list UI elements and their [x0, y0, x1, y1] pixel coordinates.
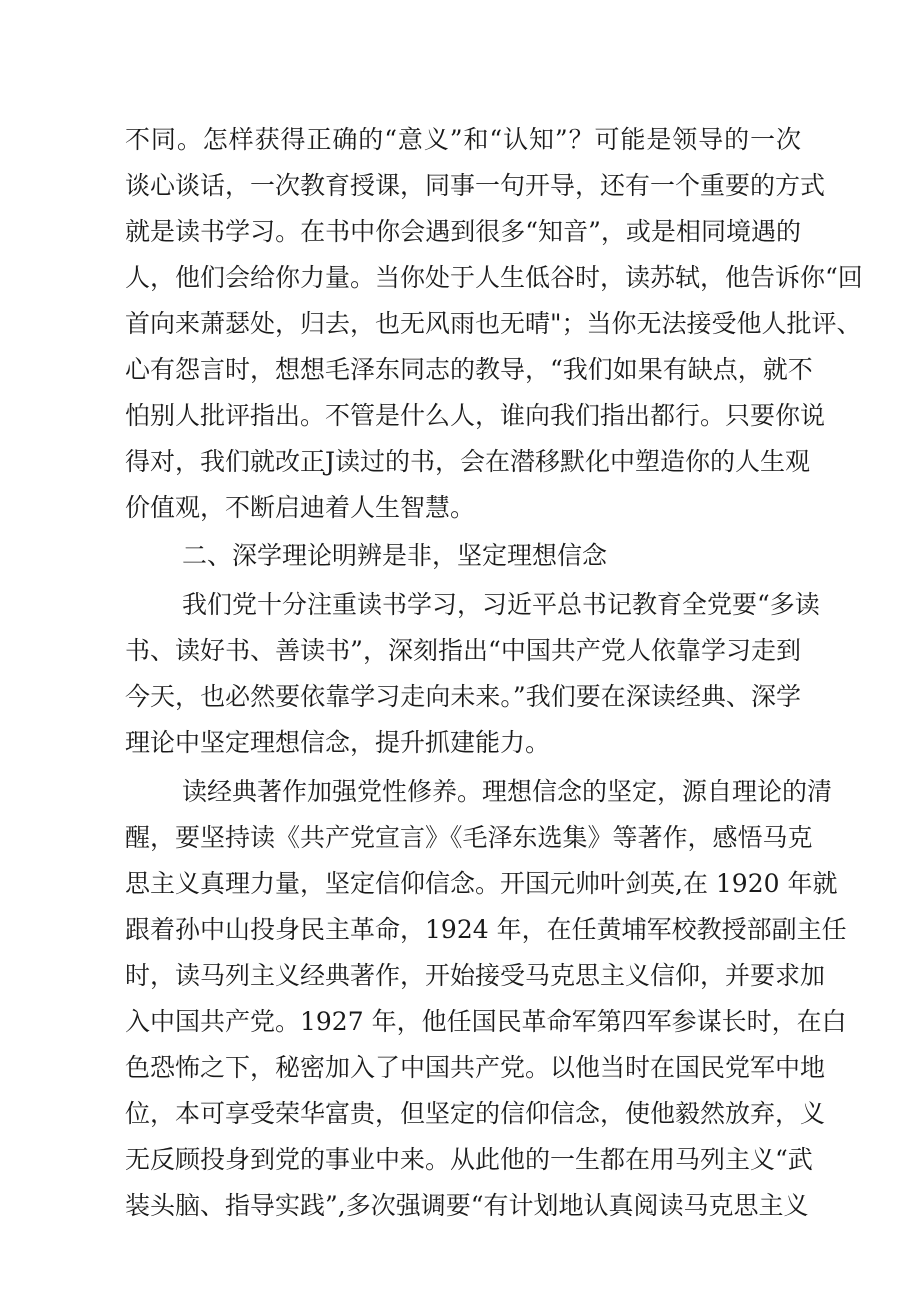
body-text-line: 时，读马列主义经典著作，开始接受马克思主义信仰，并要求加 — [125, 961, 826, 990]
body-text-line: 装头脑、指导实践”,多次强调要“有计划地认真阅读马克思主义 — [125, 1191, 809, 1220]
body-text-line: 跟着孙中山投身民主革命，1924 年，在任黄埔军校教授部副主任 — [125, 915, 847, 944]
body-text-line: 心有怨言时，想想毛泽东同志的教导，“我们如果有缺点，就不 — [125, 355, 813, 384]
body-text-line: 首向来萧瑟处，归去，也无风雨也无晴"；当你无法接受他人批评、 — [125, 309, 862, 338]
body-text-line: 谈心谈话，一次教育授课，同事一句开导，还有一个重要的方式 — [125, 171, 826, 200]
body-text-line: 价值观，不断启迪着人生智慧。 — [125, 493, 476, 522]
body-text-line: 理论中坚定理想信念，提升抓建能力。 — [125, 728, 551, 757]
body-text-line: 得对，我们就改正J读过的书，会在潜移默化中塑造你的人生观 — [125, 447, 811, 476]
body-text-line: 不同。怎样获得正确的“意义”和“认知”？可能是领导的一次 — [125, 125, 801, 154]
body-text-line: 人，他们会给你力量。当你处于人生低谷时，读苏轼，他告诉你“回 — [125, 263, 863, 292]
paragraph-first-line: 我们党十分注重读书学习，习近平总书记教育全党要“多读 — [182, 590, 820, 619]
body-text-line: 就是读书学习。在书中你会遇到很多“知音”，或是相同境遇的 — [125, 217, 801, 246]
body-text-line: 今天，也必然要依靠学习走向未来。”我们要在深读经典、深学 — [125, 682, 801, 711]
paragraph-first-line: 读经典著作加强党性修养。理想信念的坚定，源自理论的清 — [182, 777, 833, 806]
body-text-line: 入中国共产党。1927 年，他任国民革命军第四军参谋长时，在白 — [125, 1007, 847, 1036]
section-heading: 二、深学理论明辨是非，坚定理想信念 — [182, 541, 608, 570]
body-text-line: 怕别人批评指出。不管是什么人，谁向我们指出都行。只要你说 — [125, 401, 826, 430]
body-text-line: 色恐怖之下，秘密加入了中国共产党。以他当时在国民党军中地 — [125, 1053, 826, 1082]
body-text-line: 醒，要坚持读《共产党宣言》《毛泽东选集》等著作，感悟马克 — [125, 823, 813, 852]
body-text-line: 书、读好书、善读书”，深刻指出“中国共产党人依靠学习走到 — [125, 636, 801, 665]
body-text-line: 位，本可享受荣华富贵，但坚定的信仰信念，使他毅然放弃，义 — [125, 1099, 826, 1128]
body-text-line: 无反顾投身到党的事业中来。从此他的一生都在用马列主义“武 — [125, 1145, 813, 1174]
body-text-line: 思主义真理力量，坚定信仰信念。开国元帅叶剑英,在 1920 年就 — [125, 869, 838, 898]
